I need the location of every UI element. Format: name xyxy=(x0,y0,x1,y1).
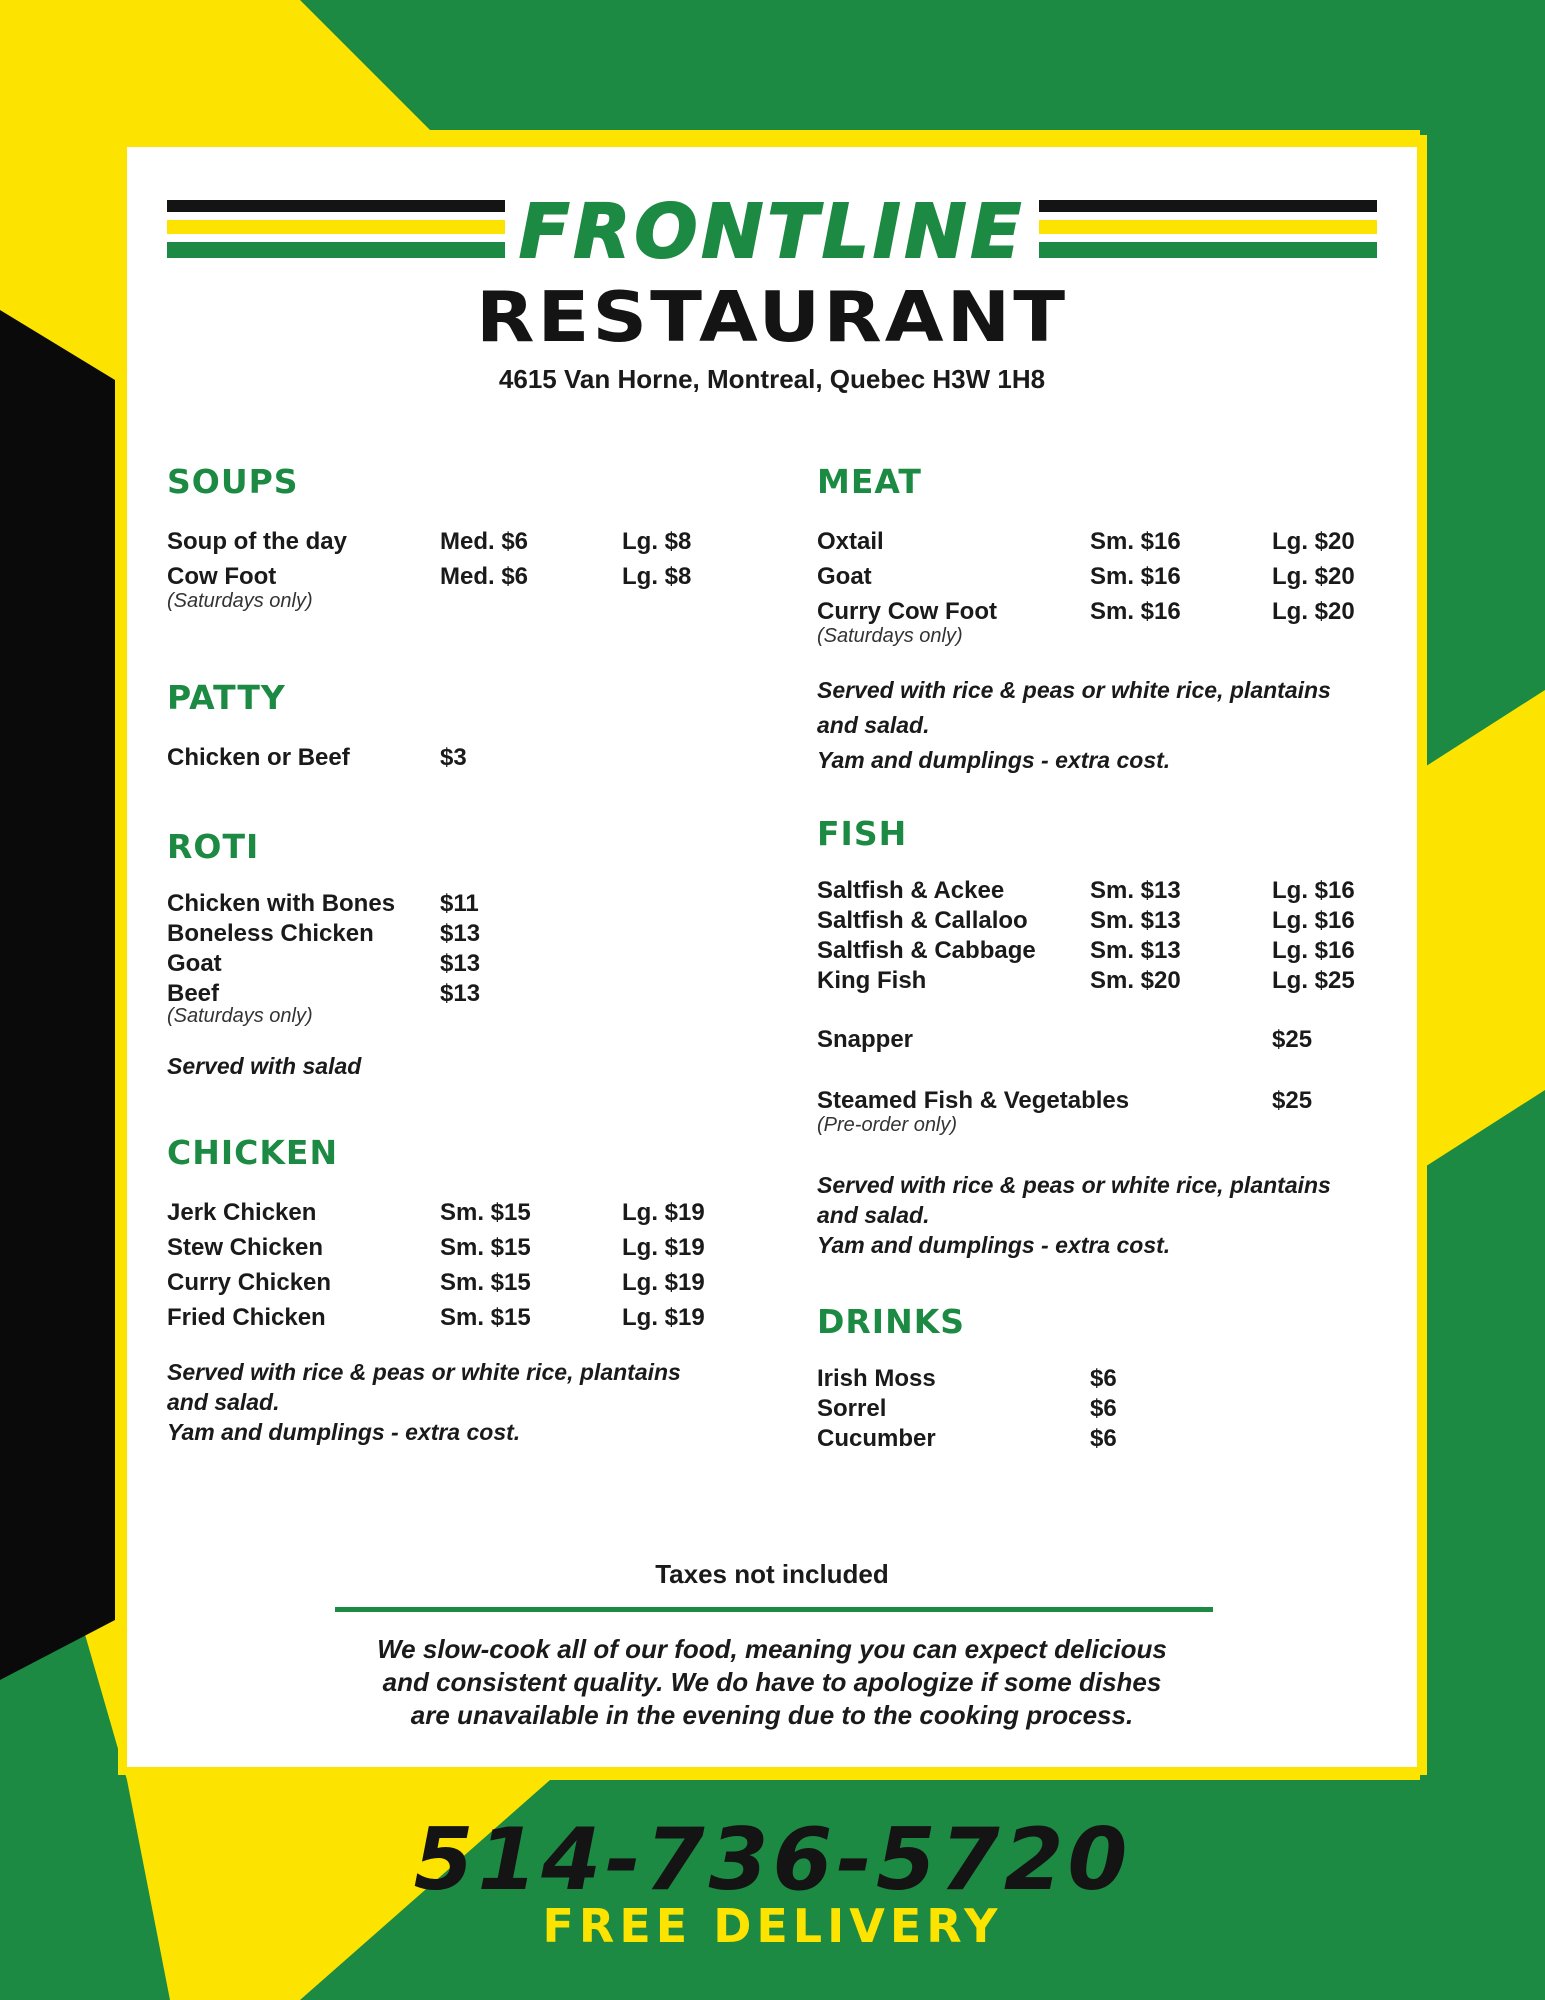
section-title-roti: ROTI xyxy=(167,827,260,866)
menu-item: Steamed Fish & Vegetables $25 xyxy=(817,1087,1313,1114)
menu-item: King Fish Sm. $20 Lg. $25 xyxy=(817,967,1355,994)
menu-item: Soup of the day Med. $6 Lg. $8 xyxy=(167,528,692,555)
menu-item: Chicken with Bones $11 xyxy=(167,890,479,917)
menu-item: Snapper $25 xyxy=(817,1026,1313,1053)
menu-item: Cucumber $6 xyxy=(817,1425,1117,1452)
slow-cook-note: We slow-cook all of our food, meaning you can expect delicious and consistent quality. We do have to apologize if some dishes are unavailable in the evening due to the cooking process. xyxy=(377,1634,1167,1730)
section-title-patty: PATTY xyxy=(167,678,286,717)
section-title-drinks: DRINKS xyxy=(817,1302,966,1341)
divider xyxy=(335,1607,1213,1612)
soups-section xyxy=(167,462,757,612)
item-note: (Pre-order only) xyxy=(817,1114,958,1136)
menu-item: Goat $13 xyxy=(167,950,481,977)
menu-item: Goat Sm. $16 Lg. $20 xyxy=(817,563,1355,590)
served-note: Served with salad xyxy=(167,1053,362,1079)
item-note: (Saturdays only) xyxy=(167,1005,313,1027)
menu-item: Cow Foot Med. $6 Lg. $8 xyxy=(167,563,692,590)
item-note: (Saturdays only) xyxy=(167,590,313,612)
taxes-note: Taxes not included xyxy=(655,1559,889,1589)
served-note: Served with rice & peas or white rice, plantains and salad. Yam and dumplings - extra cost. xyxy=(817,1172,1331,1258)
right-column xyxy=(817,462,1407,1454)
menu-card xyxy=(127,147,1417,1767)
served-note: Served with rice & peas or white rice, plantains and salad. Yam and dumplings - extra cost. xyxy=(167,1359,681,1445)
address: 4615 Van Horne, Montreal, Quebec H3W 1H8 xyxy=(498,364,1046,394)
menu-item: Boneless Chicken $13 xyxy=(167,920,481,947)
menu-item: Saltfish & Ackee Sm. $13 Lg. $16 xyxy=(817,877,1355,904)
menu-item: Stew Chicken Sm. $15 Lg. $19 xyxy=(167,1234,705,1261)
meat-section xyxy=(817,462,1407,778)
item-note: (Saturdays only) xyxy=(817,625,963,647)
menu-item: Irish Moss $6 xyxy=(817,1365,1117,1392)
menu-item: Oxtail Sm. $16 Lg. $20 xyxy=(817,528,1355,555)
free-delivery-banner: FREE DELIVERY xyxy=(542,1899,1003,1953)
menu-item: Saltfish & Cabbage Sm. $13 Lg. $16 xyxy=(817,937,1355,964)
menu-item: Curry Cow Foot Sm. $16 Lg. $20 xyxy=(817,598,1355,625)
menu-item: Sorrel $6 xyxy=(817,1395,1117,1422)
section-title-soups: SOUPS xyxy=(167,462,299,501)
section-title-fish: FISH xyxy=(817,814,908,853)
menu-item: Chicken or Beef $3 xyxy=(167,744,467,771)
section-title-chicken: CHICKEN xyxy=(167,1133,339,1172)
menu-item: Saltfish & Callaloo Sm. $13 Lg. $16 xyxy=(817,907,1355,934)
left-column xyxy=(167,462,757,1447)
drinks-section xyxy=(817,1302,1407,1454)
phone-number: 514-736-5720 xyxy=(413,1810,1132,1910)
served-note: Served with rice & peas or white rice, plantains and salad. Yam and dumplings - extra cost. xyxy=(817,677,1331,773)
menu-item: Beef $13 xyxy=(167,980,481,1007)
section-title-meat: MEAT xyxy=(817,462,922,501)
brand-logo-text: FRONTLINE xyxy=(127,192,1417,272)
roti-section xyxy=(167,827,757,1081)
patty-section xyxy=(167,678,757,775)
menu-item: Curry Chicken Sm. $15 Lg. $19 xyxy=(167,1269,705,1296)
menu-item: Jerk Chicken Sm. $15 Lg. $19 xyxy=(167,1199,705,1226)
chicken-section xyxy=(167,1133,757,1447)
restaurant-title: RESTAURANT xyxy=(475,275,1069,358)
menu-item: Fried Chicken Sm. $15 Lg. $19 xyxy=(167,1304,705,1331)
fish-section xyxy=(817,814,1407,1260)
